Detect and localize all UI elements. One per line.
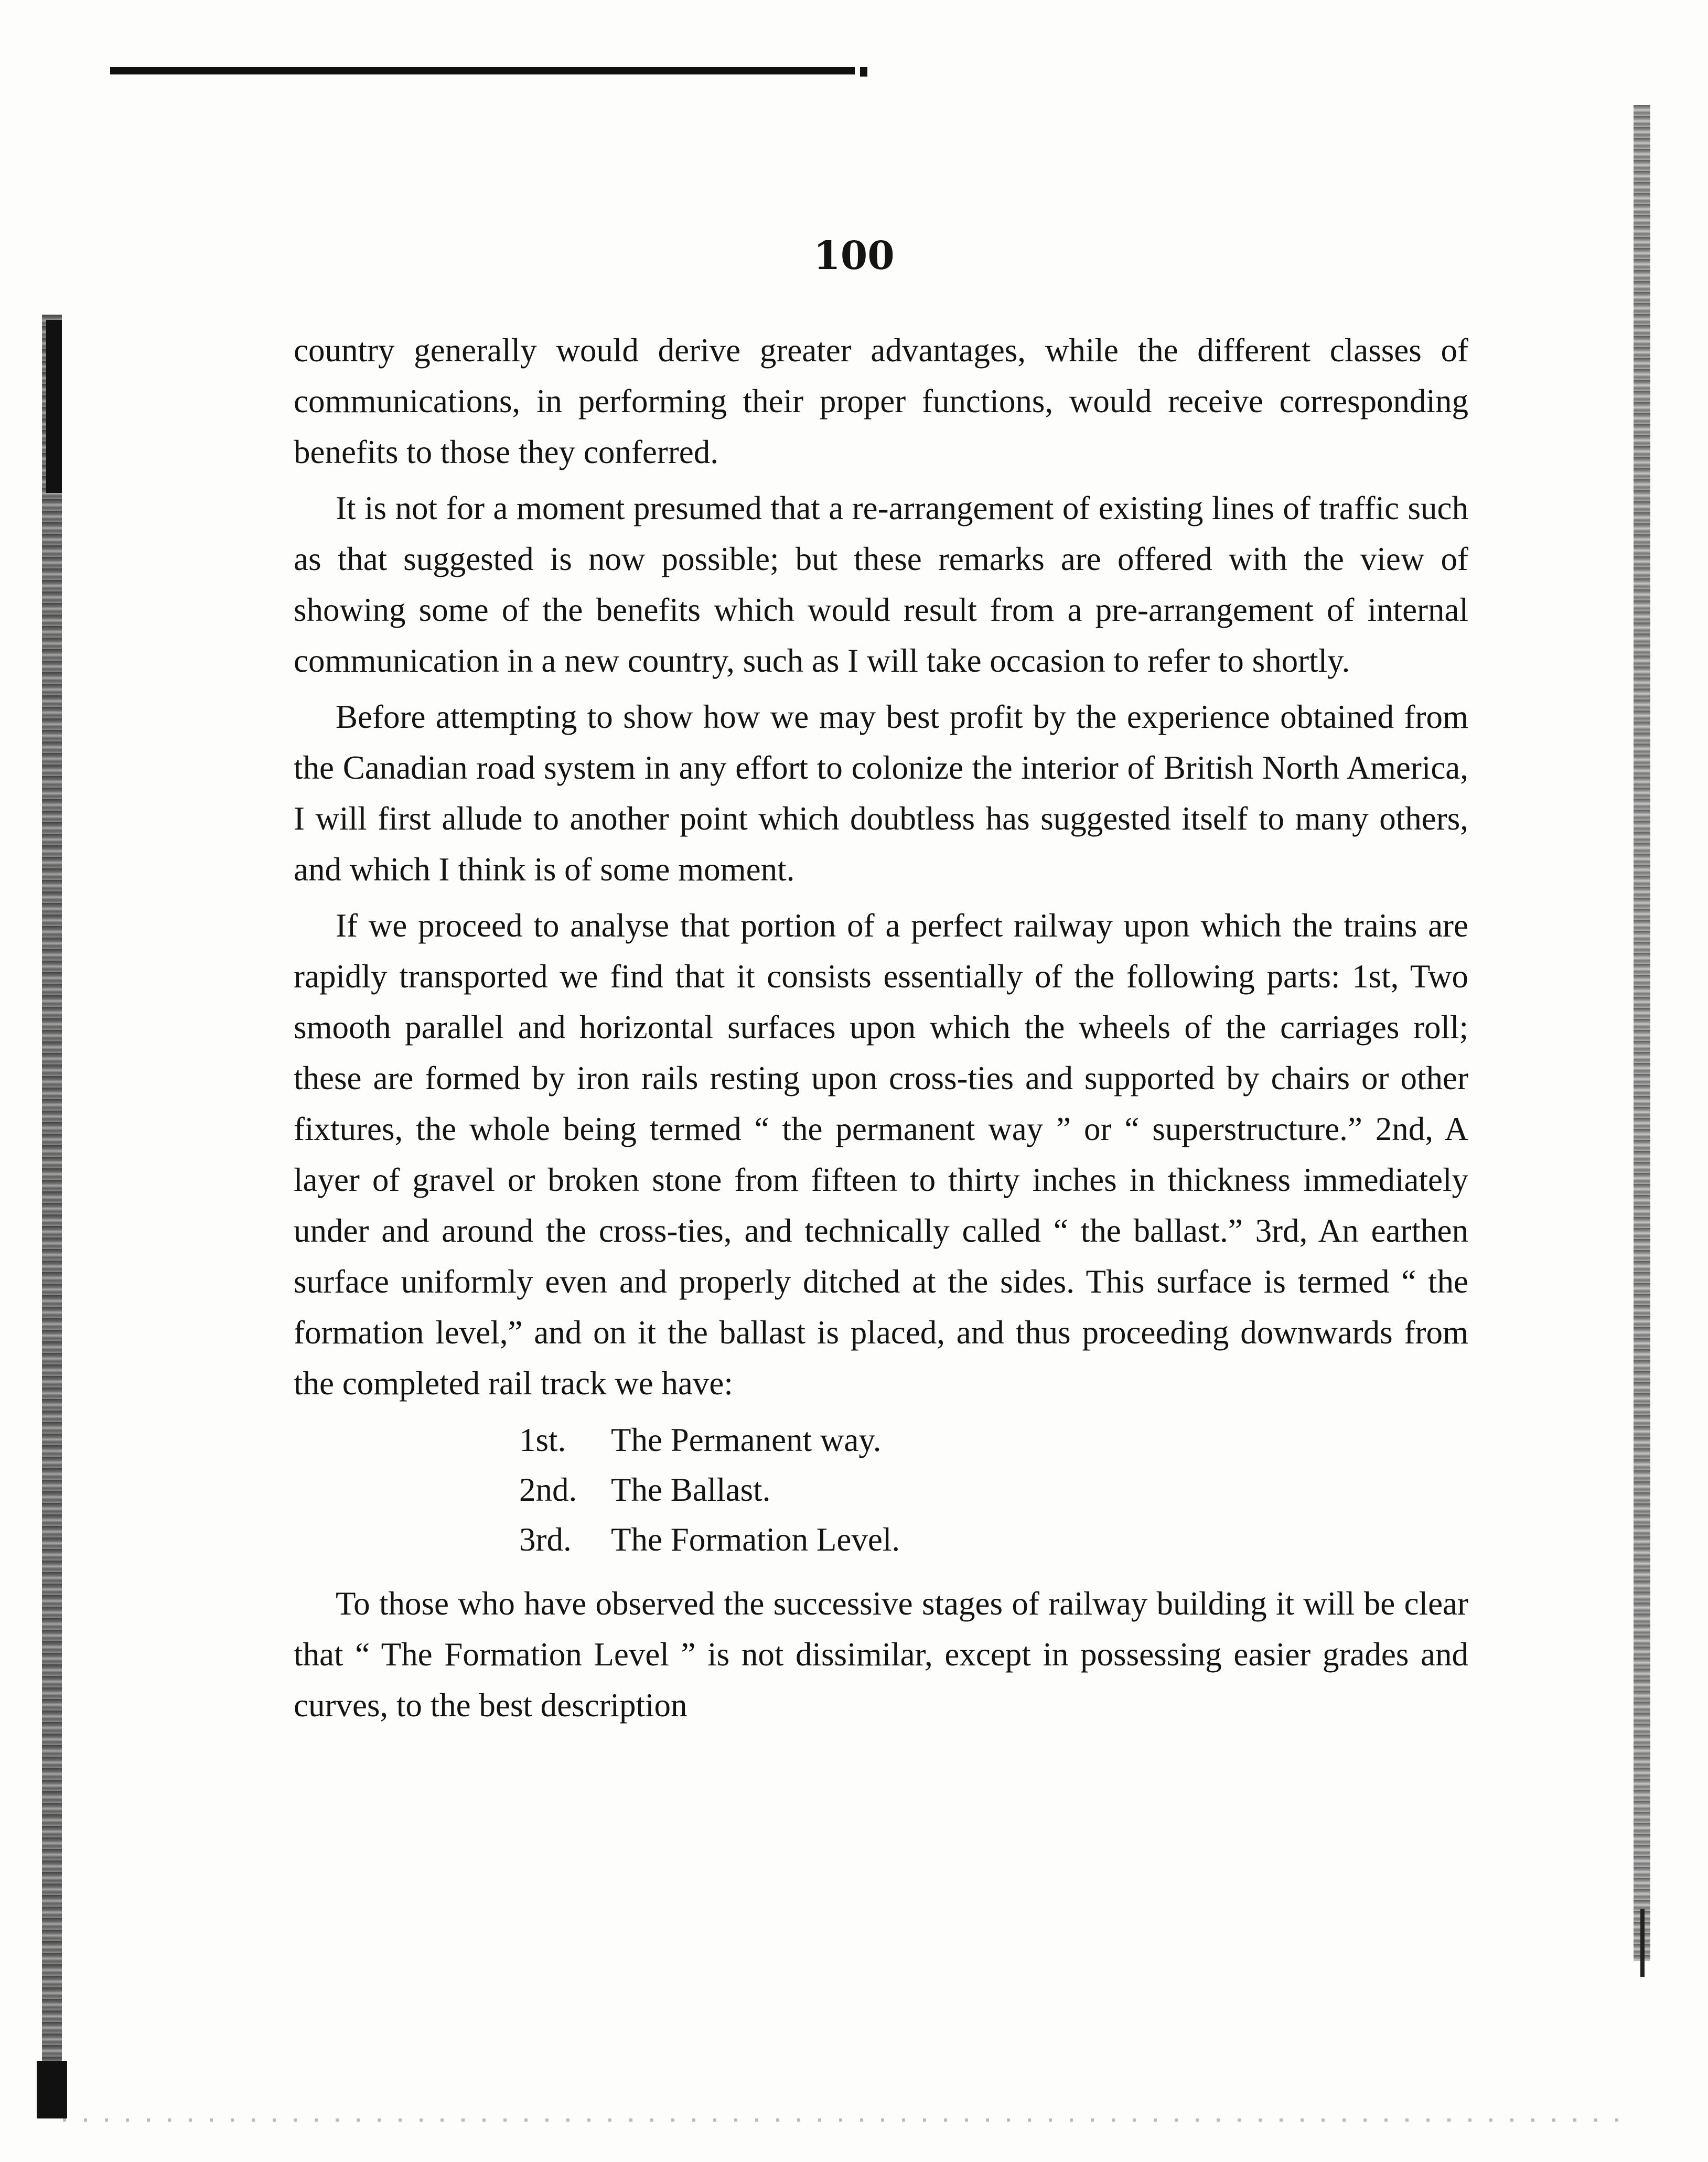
scan-top-rule-dot bbox=[860, 67, 867, 77]
list-item bbox=[519, 1465, 1468, 1515]
scan-right-edge-bar bbox=[1640, 1909, 1645, 1977]
paragraph: Before attempting to show how we may best profit by the experience obtained from the Canadian road system in any effort to colonize the interior of British North America, I will first allude to another point which doubtless has suggested itself to many others, and which I think is of some moment. bbox=[294, 698, 1468, 888]
list-item-number: 3rd. bbox=[519, 1521, 572, 1558]
list-item-number: 1st. bbox=[519, 1422, 566, 1458]
scan-left-edge-shadow bbox=[42, 315, 62, 2118]
scan-left-edge-corner bbox=[37, 2061, 67, 2118]
scan-bottom-noise bbox=[63, 2118, 1636, 2122]
scan-left-edge-dark bbox=[46, 320, 62, 493]
list-item-text: The Ballast. bbox=[611, 1471, 771, 1508]
paragraph: If we proceed to analyse that portion of a perfect railway upon which the trains are rapidly transported we find that it consists essentially of the following parts: 1st, Two smooth parallel and horizontal surfaces upon which the wheels of the carriages roll; these are formed by iron rails resting upon cross-ties and supported by chairs or other fixtures, the whole being termed “ the permanent way ” or “ superstructure.” 2nd, A layer of gravel or broken stone from fifteen to thirty inches in thickness immediately under and around the cross-ties, and technically called “ the ballast.” 3rd, An earthen surface uniformly even and properly ditched at the sides. This surface is termed “ the formation level,” and on it the ballast is placed, and thus proceeding downwards from the completed rail track we have: bbox=[294, 907, 1468, 1402]
scan-top-rule bbox=[110, 67, 855, 74]
body-text bbox=[294, 325, 1468, 1736]
list-item bbox=[519, 1515, 1468, 1565]
scan-right-edge-shadow bbox=[1634, 105, 1650, 1961]
formation-list bbox=[519, 1415, 1468, 1565]
page-number: 100 bbox=[813, 233, 895, 278]
paragraph: To those who have observed the successive stages of railway building it will be clear that “ The Formation Level ” is not dissimilar, except in possessing easier grades and curves, to the best description bbox=[294, 1585, 1468, 1724]
list-item-number: 2nd. bbox=[519, 1471, 577, 1508]
paragraph: country generally would derive greater advantages, while the different classes of communications, in performing their proper functions, would receive corresponding benefits to those they conferred. bbox=[294, 332, 1468, 470]
list-item-text: The Formation Level. bbox=[611, 1521, 900, 1558]
list-item bbox=[519, 1415, 1468, 1465]
list-item-text: The Permanent way. bbox=[611, 1422, 882, 1458]
paragraph: It is not for a moment presumed that a re-arrangement of existing lines of traffic such as that suggested is now possible; but these remarks are offered with the view of showing some of the benefits which would result from a pre-arrangement of internal communication in a new country, such as I will take occasion to refer to shortly. bbox=[294, 490, 1468, 679]
